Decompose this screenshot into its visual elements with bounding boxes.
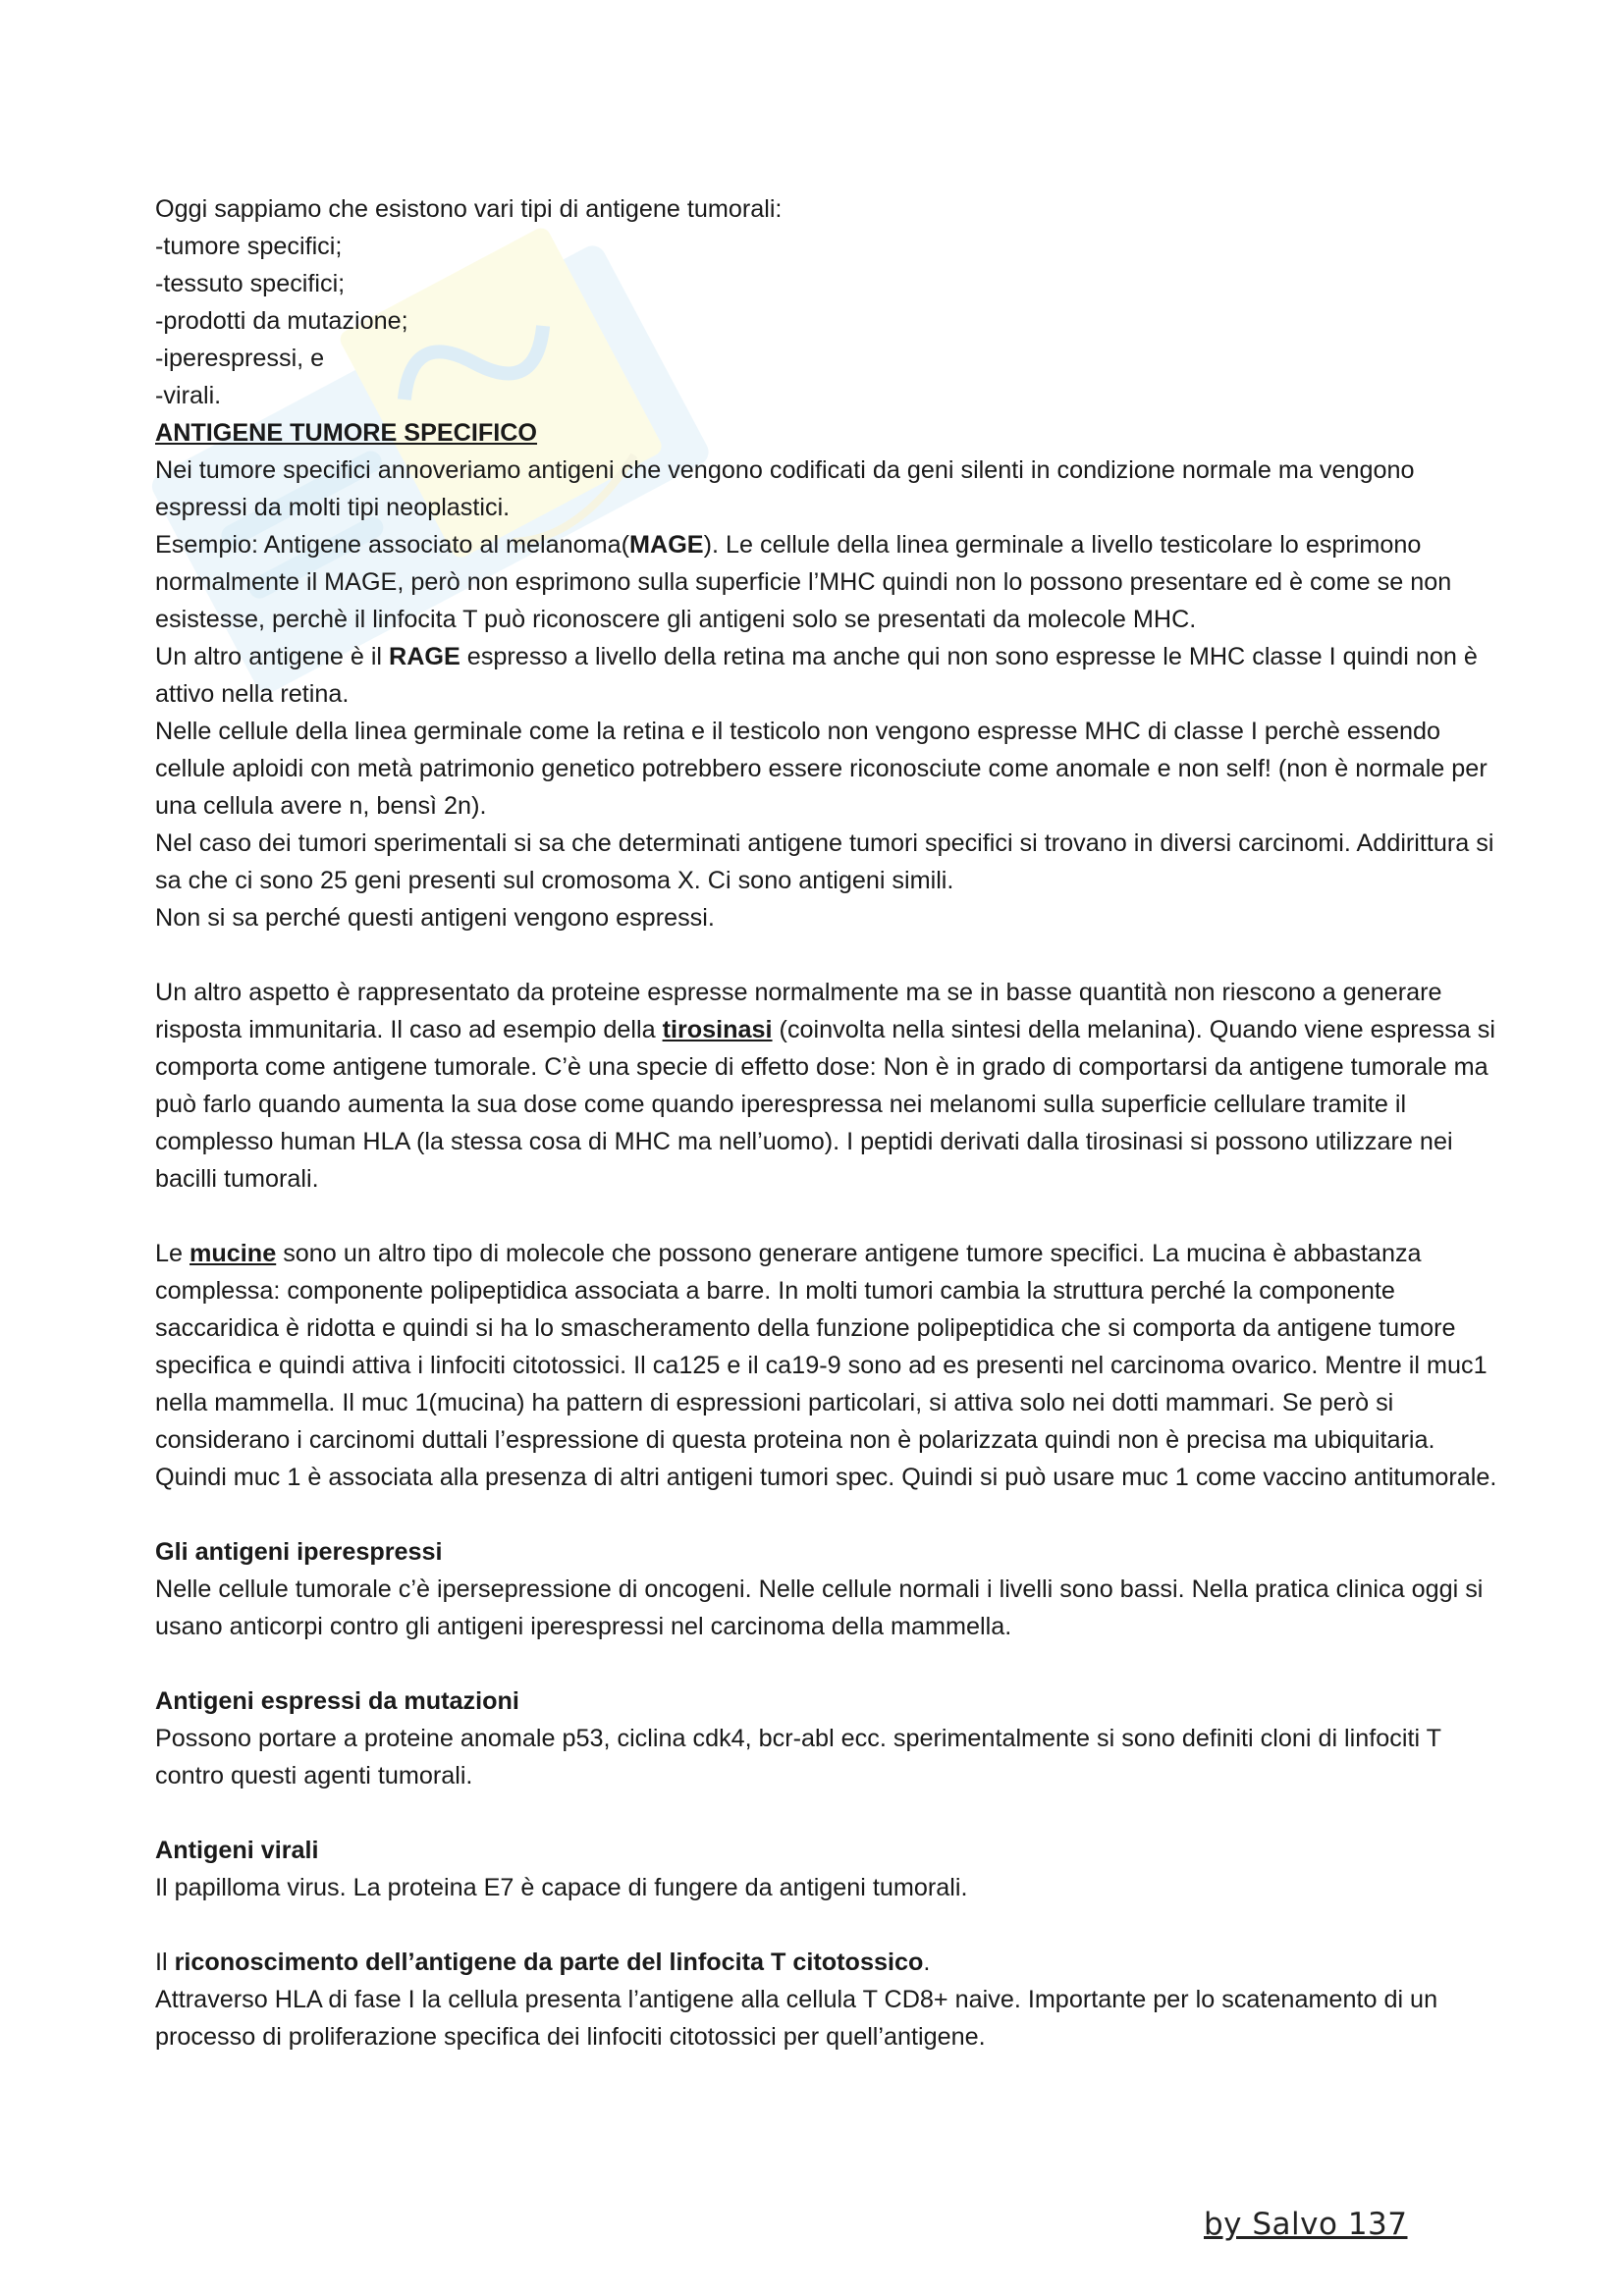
paragraph (155, 526, 1500, 638)
overexpressed-section (155, 1533, 1500, 1645)
paragraph: Il papilloma virus. La proteina E7 è capace di fungere da antigeni tumorali. (155, 1874, 968, 1901)
section-title: Gli antigeni iperespressi (155, 1538, 443, 1566)
paragraph (155, 974, 1500, 1198)
paragraph: Attraverso HLA di fase I la cellula presenta l’antigene alla cellula T CD8+ naive. Importante per lo scatenamento di un processo di proliferazione specifica dei linfociti citotossici per quell’antigene. (155, 1986, 1438, 2051)
intro-heading: Oggi sappiamo che esistono vari tipi di antigene tumorali: (155, 195, 783, 223)
recognition-section (155, 1944, 1500, 2056)
list-item: -virali. (155, 382, 222, 409)
mucins-section (155, 1235, 1500, 1496)
text-run: Esempio: Antigene associato al melanoma( (155, 531, 630, 559)
list-item: -tessuto specifici; (155, 270, 346, 297)
section-title: Antigeni espressi da mutazioni (155, 1687, 519, 1715)
spacer (155, 1198, 1500, 1235)
paragraph: Nelle cellule della linea germinale come la retina e il testicolo non vengono espresse MHC di classe I perchè essendo cellule aploidi con metà patrimonio genetico potrebbero essere riconosciute come anomale e non self! (non è normale per una cellula avere n, bensì 2n). (155, 718, 1488, 820)
intro-section (155, 190, 1500, 414)
text-run: ). Le cellule della linea germinale a livello testicolare lo esprimono normalmente il MAGE, però non esprimono sulla superficie l’MHC quindi non lo possono presentare ed è come se non esistesse, perchè il linfocita T può riconoscere gli antigeni solo se presentati da molecole MHC. (155, 531, 1452, 633)
section-title: ANTIGENE TUMORE SPECIFICO (155, 419, 538, 447)
text-run: . (923, 1949, 931, 1976)
paragraph: Non si sa perché questi antigeni vengono espressi. (155, 904, 715, 932)
tyrosinase-section (155, 974, 1500, 1198)
mutations-section (155, 1682, 1500, 1794)
text-run: Un altro antigene è il (155, 643, 390, 670)
section-title (155, 1944, 1500, 1981)
paragraph: Nei tumore specifici annoveriamo antigeni che vengono codificati da geni silenti in condizione normale ma vengono espressi da molti tipi neoplastici. (155, 456, 1415, 521)
bold-term: riconoscimento dell’antigene da parte del linfocita T citotossico (174, 1949, 924, 1976)
paragraph: Possono portare a proteine anomale p53, ciclina cdk4, bcr-abl ecc. sperimentalmente si sono definiti cloni di linfociti T contro questi agenti tumorali. (155, 1725, 1441, 1789)
spacer (155, 1906, 1500, 1944)
paragraph: Nelle cellule tumorale c’è ipersepressione di oncogeni. Nelle cellule normali i livelli sono bassi. Nella pratica clinica oggi si usano anticorpi contro gli antigeni iperespressi nel carcinoma della mammella. (155, 1575, 1484, 1640)
text-run: sono un altro tipo di molecole che possono generare antigene tumore specifici. La mucina è abbastanza complessa: componente polipeptidica associata a barre. In molti tumori cambia la struttura perché la componente saccaridica è ridotta e quindi si ha lo smascheramento della funzione polipeptidica che si comporta da antigene tumore specifica e quindi attiva i linfociti citotossici. Il ca125 e il ca19-9 sono ad es presenti nel carcinoma ovarico. Mentre il muc1 nella mammella. Il muc 1(mucina) ha pattern di espressioni particolari, si attiva solo nei dotti mammari. Se però si considerano i carcinomi duttali l’espressione di questa proteina non è polarizzata quindi non è precisa ma ubiquitaria. Quindi muc 1 è associata alla presenza di altri antigeni tumori spec. Quindi si può usare muc 1 come vaccino antitumorale. (155, 1240, 1497, 1491)
paragraph: Nel caso dei tumori sperimentali si sa che determinati antigene tumori specifici si trovano in diversi carcinomi. Addirittura si sa che ci sono 25 geni presenti sul cromosoma X. Ci sono antigeni simili. (155, 829, 1494, 894)
text-run: Un altro aspetto è rappresentato da proteine espresse normalmente ma se in basse quantità non riescono a generare risposta immunitaria. Il caso ad esempio della (155, 979, 1442, 1043)
paragraph (155, 1235, 1500, 1496)
paragraph (155, 638, 1500, 713)
page-footer-signature: by Salvo 137 (1204, 2207, 1408, 2242)
viral-section (155, 1832, 1500, 1906)
list-item: -tumore specifici; (155, 233, 343, 260)
text-run: Le (155, 1240, 190, 1267)
bold-term: RAGE (389, 643, 460, 670)
document-body (155, 190, 1500, 2056)
section-title: Antigeni virali (155, 1837, 319, 1864)
tumor-specific-section (155, 414, 1500, 936)
text-run: espresso a livello della retina ma anche qui non sono espresse le MHC classe I quindi non è attivo nella retina. (155, 643, 1478, 708)
list-item: -prodotti da mutazione; (155, 307, 408, 335)
spacer (155, 1645, 1500, 1682)
spacer (155, 936, 1500, 974)
text-run: (coinvolta nella sintesi della melanina). Quando viene espressa si comporta come antigene tumorale. C’è una specie di effetto dose: Non è in grado di comportarsi da antigene tumorale ma può farlo quando aumenta la sua dose come quando iperespressa nei melanomi sulla superficie cellulare tramite il complesso human HLA (la stessa cosa di MHC ma nell’uomo). I peptidi derivati dalla tirosinasi si possono utilizzare nei bacilli tumorali. (155, 1016, 1496, 1193)
underlined-term: tirosinasi (662, 1016, 773, 1043)
underlined-term: mucine (189, 1240, 277, 1267)
spacer (155, 1794, 1500, 1832)
spacer (155, 1496, 1500, 1533)
text-run: Il (155, 1949, 175, 1976)
list-item: -iperespressi, e (155, 345, 325, 372)
bold-term: MAGE (629, 531, 704, 559)
